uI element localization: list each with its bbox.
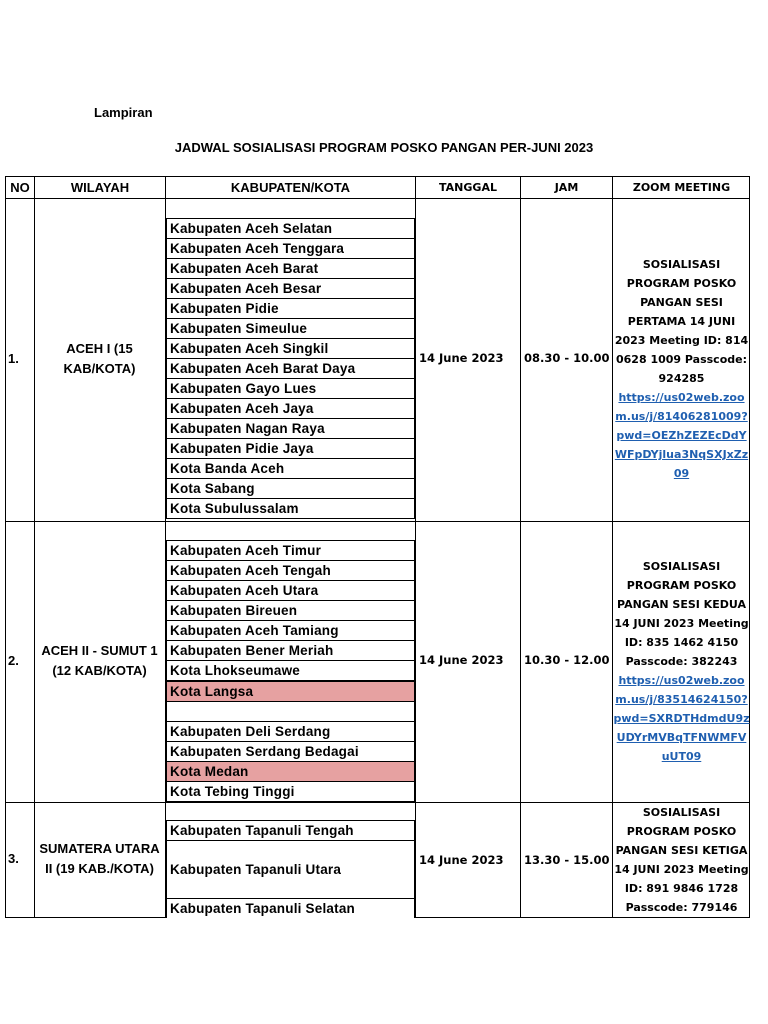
zoom-details: SOSIALISASI PROGRAM POSKO PANGAN SESI KETIGA 14 JUNI 2023 Meeting ID: 891 9846 1728 Passcode: 779146: [614, 806, 749, 914]
kabupaten-item: Kota Sabang: [166, 478, 415, 499]
kabupaten-item-empty: [166, 701, 415, 722]
kabupaten-item: Kabupaten Aceh Tenggara: [166, 238, 415, 259]
kabupaten-item: Kabupaten Pidie Jaya: [166, 438, 415, 459]
kabupaten-item: Kabupaten Tapanuli Utara: [166, 840, 415, 899]
kabupaten-item: Kabupaten Aceh Singkil: [166, 338, 415, 359]
row-wilayah: ACEH I (15 KAB/KOTA): [63, 341, 136, 376]
kabupaten-item: Kabupaten Nagan Raya: [166, 418, 415, 439]
kabupaten-item: Kabupaten Serdang Bedagai: [166, 741, 415, 762]
grid-line: [6, 198, 749, 199]
grid-line: [6, 521, 749, 522]
zoom-details: SOSIALISASI PROGRAM POSKO PANGAN SESI PERTAMA 14 JUNI 2023 Meeting ID: 814 0628 1009 Passcode: 924285: [614, 258, 749, 385]
row-tanggal: 14 June 2023: [419, 351, 504, 365]
kabupaten-item: Kota Lhokseumawe: [166, 660, 415, 681]
grid-line: [520, 177, 521, 917]
kabupaten-item: Kabupaten Aceh Barat: [166, 258, 415, 279]
row-zoom-meeting: [613, 255, 750, 483]
kabupaten-item: Kabupaten Tapanuli Selatan: [166, 898, 415, 918]
row-tanggal: 14 June 2023: [419, 653, 504, 667]
lampiran-label: Lampiran: [94, 105, 153, 120]
kabupaten-item: Kabupaten Aceh Besar: [166, 278, 415, 299]
zoom-link[interactable]: https://us02web.zoom.us/j/81406281009?pwd=OEZhZEZEcDdYWFpDYjlua3NqSXJxZz09: [614, 391, 749, 480]
row-no: 2.: [8, 653, 19, 668]
zoom-details: SOSIALISASI PROGRAM POSKO PANGAN SESI KEDUA 14 JUNI 2023 Meeting ID: 835 1462 4150 Passcode: 382243: [614, 560, 749, 668]
row-wilayah: ACEH II - SUMUT 1 (12 KAB/KOTA): [41, 643, 158, 678]
row-no: 1.: [8, 351, 19, 366]
kabupaten-item: Kabupaten Aceh Tamiang: [166, 620, 415, 641]
row-jam: 10.30 - 12.00: [524, 653, 610, 667]
kabupaten-item: Kabupaten Pidie: [166, 298, 415, 319]
kabupaten-item: Kabupaten Aceh Utara: [166, 580, 415, 601]
document-title: JADWAL SOSIALISASI PROGRAM POSKO PANGAN PER-JUNI 2023: [174, 140, 594, 155]
row-tanggal: 14 June 2023: [419, 853, 504, 867]
row-zoom-meeting: [613, 557, 750, 766]
header-zoom: ZOOM MEETING: [632, 181, 731, 194]
kabupaten-item: Kota Subulussalam: [166, 498, 415, 519]
header-wilayah: WILAYAH: [70, 180, 130, 195]
kabupaten-item-highlighted: Kota Medan: [166, 761, 415, 782]
schedule-table: [5, 176, 750, 918]
kabupaten-item: Kabupaten Deli Serdang: [166, 721, 415, 742]
kabupaten-item: Kabupaten Gayo Lues: [166, 378, 415, 399]
header-no: NO: [10, 180, 30, 195]
kabupaten-item: Kota Tebing Tinggi: [166, 781, 415, 802]
grid-line: [415, 177, 416, 917]
row-jam: 08.30 - 10.00: [524, 351, 610, 365]
header-jam: JAM: [554, 181, 579, 194]
kabupaten-item-highlighted: Kota Langsa: [166, 681, 415, 702]
kabupaten-item: Kabupaten Bener Meriah: [166, 640, 415, 661]
kabupaten-item: Kabupaten Aceh Timur: [166, 540, 415, 561]
zoom-link[interactable]: https://us02web.zoom.us/j/83514624150?pwd=SXRDTHdmdU9zUDYrMVBqTFNWMFVuUT09: [613, 674, 750, 763]
kabupaten-item: Kabupaten Aceh Jaya: [166, 398, 415, 419]
grid-line: [34, 177, 35, 917]
row-zoom-meeting: [613, 803, 750, 917]
kabupaten-item: Kabupaten Tapanuli Tengah: [166, 820, 415, 841]
kabupaten-item: Kabupaten Aceh Selatan: [166, 218, 415, 239]
kabupaten-item: Kota Banda Aceh: [166, 458, 415, 479]
header-kabupaten: KABUPATEN/KOTA: [230, 180, 351, 195]
kabupaten-item: Kabupaten Simeulue: [166, 318, 415, 339]
header-tanggal: TANGGAL: [439, 181, 497, 194]
kabupaten-item: Kabupaten Bireuen: [166, 600, 415, 621]
kabupaten-item: Kabupaten Aceh Barat Daya: [166, 358, 415, 379]
row-no: 3.: [8, 851, 19, 866]
kabupaten-item: Kabupaten Aceh Tengah: [166, 560, 415, 581]
row-wilayah: SUMATERA UTARA II (19 KAB./KOTA): [39, 841, 160, 876]
row-jam: 13.30 - 15.00: [524, 853, 610, 867]
